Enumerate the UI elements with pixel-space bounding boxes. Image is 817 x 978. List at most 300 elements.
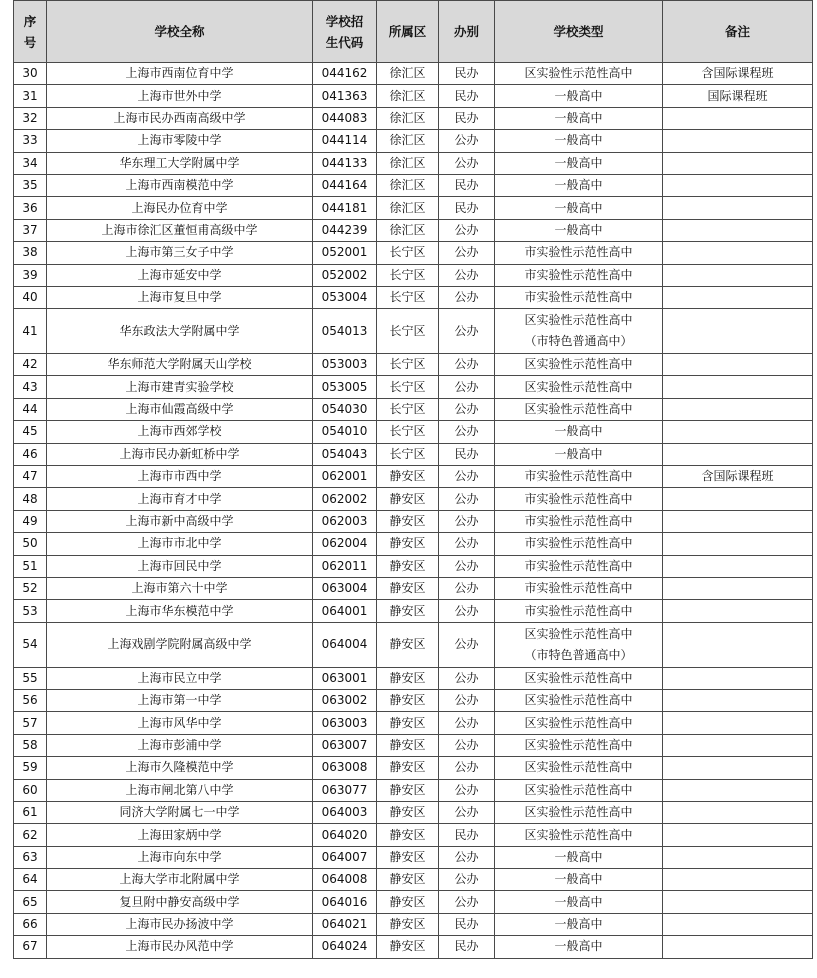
cell-no: 51: [14, 555, 47, 577]
header-name: 学校全称: [47, 1, 313, 63]
cell-kind: [495, 555, 663, 577]
cell-name: 上海市民办扬波中学: [47, 913, 313, 935]
cell-kind-line: 一般高中: [554, 872, 603, 887]
cell-kind: [495, 712, 663, 734]
cell-kind-line: 区实验性示范性高中: [524, 760, 633, 775]
document-page: [13, 0, 812, 959]
cell-kind-line: 区实验性示范性高中: [524, 737, 633, 752]
cell-district: 徐汇区: [377, 63, 439, 85]
cell-code: 062011: [313, 555, 377, 577]
cell-kind-line: 区实验性示范性高中: [524, 402, 633, 417]
cell-ownership: 公办: [439, 667, 495, 689]
cell-no: 43: [14, 376, 47, 398]
cell-no: 47: [14, 466, 47, 488]
cell-note: [663, 801, 813, 823]
cell-district: 徐汇区: [377, 197, 439, 219]
cell-district: 长宁区: [377, 398, 439, 420]
cell-no: 58: [14, 734, 47, 756]
cell-kind: [495, 174, 663, 196]
cell-no: 50: [14, 533, 47, 555]
cell-kind-line: 市实验性示范性高中: [524, 603, 633, 618]
cell-code: 064024: [313, 936, 377, 958]
cell-code: 062003: [313, 510, 377, 532]
cell-kind-line: 市实验性示范性高中: [524, 491, 633, 506]
cell-name: 上海市彭浦中学: [47, 734, 313, 756]
cell-code: 064004: [313, 622, 377, 667]
cell-no: 49: [14, 510, 47, 532]
cell-district: 静安区: [377, 869, 439, 891]
cell-note: [663, 286, 813, 308]
cell-note: [663, 488, 813, 510]
cell-kind-line: 区实验性示范性高中: [524, 626, 633, 641]
cell-name: 上海市民办风范中学: [47, 936, 313, 958]
table-row: [14, 85, 813, 107]
cell-note: 含国际课程班: [663, 63, 813, 85]
table-row: [14, 555, 813, 577]
table-row: [14, 801, 813, 823]
cell-district: 静安区: [377, 488, 439, 510]
table-row: [14, 174, 813, 196]
table-row: [14, 667, 813, 689]
cell-name: 上海市第三女子中学: [47, 242, 313, 264]
header-note: 备注: [663, 1, 813, 63]
cell-code: 063003: [313, 712, 377, 734]
cell-ownership: 民办: [439, 824, 495, 846]
cell-kind: [495, 398, 663, 420]
table-row: [14, 152, 813, 174]
cell-code: 062002: [313, 488, 377, 510]
cell-no: 45: [14, 421, 47, 443]
cell-note: [663, 936, 813, 958]
cell-note: [663, 757, 813, 779]
table-row: [14, 354, 813, 376]
cell-note: [663, 622, 813, 667]
cell-kind-line: 区实验性示范性高中: [524, 670, 633, 685]
cell-name: 上海市民立中学: [47, 667, 313, 689]
cell-ownership: 民办: [439, 85, 495, 107]
cell-district: 静安区: [377, 622, 439, 667]
cell-note: [663, 197, 813, 219]
cell-name: 上海市徐汇区董恒甫高级中学: [47, 219, 313, 241]
cell-kind: [495, 824, 663, 846]
cell-kind-line: 区实验性示范性高中: [524, 805, 633, 820]
cell-name: 华东政法大学附属中学: [47, 309, 313, 354]
cell-district: 静安区: [377, 510, 439, 532]
cell-note: [663, 533, 813, 555]
cell-kind: [495, 689, 663, 711]
table-row: [14, 219, 813, 241]
cell-kind: [495, 510, 663, 532]
cell-code: 064001: [313, 600, 377, 622]
cell-ownership: 公办: [439, 622, 495, 667]
cell-note: [663, 779, 813, 801]
cell-code: 053004: [313, 286, 377, 308]
cell-kind: [495, 801, 663, 823]
cell-kind: [495, 734, 663, 756]
school-table: [13, 0, 813, 959]
cell-name: 上海民办位育中学: [47, 197, 313, 219]
cell-note: [663, 712, 813, 734]
table-row: [14, 600, 813, 622]
cell-code: 044162: [313, 63, 377, 85]
cell-name: 上海市第六十中学: [47, 578, 313, 600]
cell-ownership: 公办: [439, 578, 495, 600]
cell-code: 041363: [313, 85, 377, 107]
cell-district: 静安区: [377, 578, 439, 600]
cell-code: 064020: [313, 824, 377, 846]
cell-code: 054010: [313, 421, 377, 443]
cell-kind: [495, 376, 663, 398]
cell-ownership: 公办: [439, 488, 495, 510]
cell-kind-line: 区实验性示范性高中: [524, 313, 633, 328]
cell-no: 37: [14, 219, 47, 241]
table-row: [14, 286, 813, 308]
cell-name: 上海市久隆模范中学: [47, 757, 313, 779]
cell-code: 064016: [313, 891, 377, 913]
cell-name: 上海市民办新虹桥中学: [47, 443, 313, 465]
cell-code: 044114: [313, 130, 377, 152]
table-row: [14, 510, 813, 532]
cell-note: [663, 130, 813, 152]
header-ownership: 办别: [439, 1, 495, 63]
cell-code: 064008: [313, 869, 377, 891]
cell-kind: [495, 286, 663, 308]
cell-code: 053003: [313, 354, 377, 376]
cell-ownership: 公办: [439, 869, 495, 891]
cell-name: 上海市西南模范中学: [47, 174, 313, 196]
table-row: [14, 712, 813, 734]
cell-note: [663, 174, 813, 196]
cell-district: 长宁区: [377, 264, 439, 286]
cell-kind-line: 市实验性示范性高中: [524, 536, 633, 551]
table-row: [14, 309, 813, 354]
cell-district: 静安区: [377, 757, 439, 779]
cell-ownership: 公办: [439, 734, 495, 756]
cell-kind: [495, 488, 663, 510]
cell-ownership: 公办: [439, 600, 495, 622]
cell-district: 长宁区: [377, 309, 439, 354]
cell-kind-line: 一般高中: [554, 446, 603, 461]
table-row: [14, 63, 813, 85]
cell-no: 33: [14, 130, 47, 152]
cell-code: 044164: [313, 174, 377, 196]
cell-kind: [495, 219, 663, 241]
cell-kind: [495, 533, 663, 555]
cell-note: [663, 376, 813, 398]
cell-district: 静安区: [377, 712, 439, 734]
cell-kind-line: 一般高中: [554, 917, 603, 932]
cell-district: 静安区: [377, 533, 439, 555]
cell-name: 同济大学附属七一中学: [47, 801, 313, 823]
cell-no: 59: [14, 757, 47, 779]
cell-kind-line: 市实验性示范性高中: [524, 290, 633, 305]
cell-ownership: 民办: [439, 174, 495, 196]
cell-district: 静安区: [377, 689, 439, 711]
cell-code: 054043: [313, 443, 377, 465]
cell-kind: [495, 757, 663, 779]
cell-kind-line: 市实验性示范性高中: [524, 581, 633, 596]
cell-note: [663, 354, 813, 376]
cell-kind-line: 市实验性示范性高中: [524, 514, 633, 529]
cell-ownership: 公办: [439, 376, 495, 398]
cell-name: 上海市闸北第八中学: [47, 779, 313, 801]
cell-kind-line: （市特色普通高中）: [524, 647, 633, 662]
cell-name: 上海市零陵中学: [47, 130, 313, 152]
cell-district: 静安区: [377, 846, 439, 868]
cell-district: 静安区: [377, 555, 439, 577]
cell-ownership: 公办: [439, 533, 495, 555]
cell-ownership: 民办: [439, 107, 495, 129]
cell-kind: [495, 466, 663, 488]
cell-ownership: 公办: [439, 219, 495, 241]
table-header-row: [14, 1, 813, 63]
cell-no: 64: [14, 869, 47, 891]
cell-note: [663, 734, 813, 756]
table-row: [14, 376, 813, 398]
cell-district: 长宁区: [377, 421, 439, 443]
cell-ownership: 公办: [439, 555, 495, 577]
cell-kind: [495, 264, 663, 286]
cell-kind-line: （市特色普通高中）: [524, 334, 633, 349]
table-row: [14, 936, 813, 958]
cell-district: 徐汇区: [377, 85, 439, 107]
table-row: [14, 622, 813, 667]
cell-note: 含国际课程班: [663, 466, 813, 488]
cell-kind-line: 市实验性示范性高中: [524, 558, 633, 573]
cell-no: 40: [14, 286, 47, 308]
cell-kind-line: 一般高中: [554, 88, 603, 103]
cell-name: 上海戏剧学院附属高级中学: [47, 622, 313, 667]
cell-district: 静安区: [377, 801, 439, 823]
cell-no: 63: [14, 846, 47, 868]
cell-kind-line: 一般高中: [554, 424, 603, 439]
cell-no: 61: [14, 801, 47, 823]
cell-note: [663, 309, 813, 354]
cell-name: 上海市复旦中学: [47, 286, 313, 308]
cell-district: 徐汇区: [377, 152, 439, 174]
cell-note: [663, 913, 813, 935]
table-row: [14, 869, 813, 891]
cell-district: 徐汇区: [377, 219, 439, 241]
cell-note: [663, 443, 813, 465]
table-row: [14, 734, 813, 756]
cell-name: 华东师范大学附属天山学校: [47, 354, 313, 376]
table-row: [14, 242, 813, 264]
cell-kind-line: 一般高中: [554, 133, 603, 148]
cell-no: 31: [14, 85, 47, 107]
cell-ownership: 公办: [439, 286, 495, 308]
cell-code: 044239: [313, 219, 377, 241]
cell-no: 36: [14, 197, 47, 219]
cell-kind: [495, 622, 663, 667]
cell-name: 上海市向东中学: [47, 846, 313, 868]
cell-ownership: 公办: [439, 421, 495, 443]
table-row: [14, 107, 813, 129]
cell-code: 063001: [313, 667, 377, 689]
header-district: 所属区: [377, 1, 439, 63]
cell-kind: [495, 107, 663, 129]
cell-note: [663, 578, 813, 600]
cell-kind-line: 区实验性示范性高中: [524, 66, 633, 81]
cell-code: 044181: [313, 197, 377, 219]
cell-code: 063002: [313, 689, 377, 711]
cell-name: 上海市市西中学: [47, 466, 313, 488]
cell-district: 静安区: [377, 600, 439, 622]
cell-ownership: 公办: [439, 891, 495, 913]
cell-ownership: 公办: [439, 309, 495, 354]
cell-ownership: 公办: [439, 779, 495, 801]
cell-name: 上海市风华中学: [47, 712, 313, 734]
cell-code: 054013: [313, 309, 377, 354]
cell-kind-line: 一般高中: [554, 178, 603, 193]
cell-district: 长宁区: [377, 242, 439, 264]
cell-no: 42: [14, 354, 47, 376]
cell-district: 静安区: [377, 824, 439, 846]
cell-no: 46: [14, 443, 47, 465]
cell-code: 063008: [313, 757, 377, 779]
cell-ownership: 公办: [439, 264, 495, 286]
cell-note: [663, 891, 813, 913]
cell-kind-line: 一般高中: [554, 939, 603, 954]
cell-code: 054030: [313, 398, 377, 420]
cell-district: 长宁区: [377, 286, 439, 308]
cell-district: 静安区: [377, 936, 439, 958]
cell-code: 063004: [313, 578, 377, 600]
cell-kind: [495, 600, 663, 622]
cell-name: 上海市建青实验学校: [47, 376, 313, 398]
cell-no: 66: [14, 913, 47, 935]
table-row: [14, 578, 813, 600]
cell-name: 上海大学市北附属中学: [47, 869, 313, 891]
cell-ownership: 公办: [439, 846, 495, 868]
cell-kind: [495, 421, 663, 443]
cell-code: 063077: [313, 779, 377, 801]
cell-kind-line: 区实验性示范性高中: [524, 715, 633, 730]
cell-ownership: 公办: [439, 712, 495, 734]
cell-kind-line: 市实验性示范性高中: [524, 267, 633, 282]
cell-name: 上海市仙霞高级中学: [47, 398, 313, 420]
cell-kind-line: 市实验性示范性高中: [524, 245, 633, 260]
cell-kind: [495, 152, 663, 174]
cell-no: 30: [14, 63, 47, 85]
cell-name: 上海市第一中学: [47, 689, 313, 711]
cell-ownership: 公办: [439, 757, 495, 779]
cell-code: 053005: [313, 376, 377, 398]
cell-no: 44: [14, 398, 47, 420]
cell-no: 48: [14, 488, 47, 510]
cell-district: 静安区: [377, 779, 439, 801]
cell-kind-line: 区实验性示范性高中: [524, 827, 633, 842]
cell-kind-line: 区实验性示范性高中: [524, 693, 633, 708]
cell-kind-line: 一般高中: [554, 155, 603, 170]
cell-name: 华东理工大学附属中学: [47, 152, 313, 174]
cell-ownership: 公办: [439, 689, 495, 711]
cell-district: 静安区: [377, 466, 439, 488]
cell-kind: [495, 63, 663, 85]
cell-note: [663, 824, 813, 846]
cell-kind-line: 一般高中: [554, 200, 603, 215]
cell-kind: [495, 846, 663, 868]
cell-kind: [495, 197, 663, 219]
cell-kind: [495, 913, 663, 935]
cell-code: 062004: [313, 533, 377, 555]
table-row: [14, 443, 813, 465]
cell-code: 044083: [313, 107, 377, 129]
cell-no: 56: [14, 689, 47, 711]
cell-ownership: 公办: [439, 354, 495, 376]
header-kind: 学校类型: [495, 1, 663, 63]
cell-name: 上海市育才中学: [47, 488, 313, 510]
cell-name: 上海市民办西南高级中学: [47, 107, 313, 129]
cell-no: 55: [14, 667, 47, 689]
cell-kind: [495, 130, 663, 152]
table-row: [14, 398, 813, 420]
cell-no: 67: [14, 936, 47, 958]
table-row: [14, 421, 813, 443]
cell-code: 064021: [313, 913, 377, 935]
cell-note: 国际课程班: [663, 85, 813, 107]
cell-no: 32: [14, 107, 47, 129]
cell-name: 上海市西南位育中学: [47, 63, 313, 85]
cell-no: 41: [14, 309, 47, 354]
cell-kind: [495, 891, 663, 913]
cell-code: 062001: [313, 466, 377, 488]
cell-kind: [495, 85, 663, 107]
cell-kind-line: 市实验性示范性高中: [524, 469, 633, 484]
cell-ownership: 民办: [439, 443, 495, 465]
cell-name: 上海市世外中学: [47, 85, 313, 107]
cell-name: 上海市华东模范中学: [47, 600, 313, 622]
cell-district: 长宁区: [377, 354, 439, 376]
cell-ownership: 公办: [439, 242, 495, 264]
cell-district: 长宁区: [377, 443, 439, 465]
cell-name: 上海市新中高级中学: [47, 510, 313, 532]
cell-note: [663, 667, 813, 689]
cell-district: 徐汇区: [377, 174, 439, 196]
cell-no: 57: [14, 712, 47, 734]
cell-ownership: 民办: [439, 197, 495, 219]
cell-no: 53: [14, 600, 47, 622]
cell-kind: [495, 578, 663, 600]
header-code: [313, 1, 377, 63]
cell-kind: [495, 667, 663, 689]
cell-kind-line: 区实验性示范性高中: [524, 379, 633, 394]
cell-ownership: 民办: [439, 913, 495, 935]
cell-note: [663, 264, 813, 286]
cell-kind-line: 一般高中: [554, 222, 603, 237]
table-row: [14, 533, 813, 555]
cell-district: 长宁区: [377, 376, 439, 398]
cell-kind-line: 一般高中: [554, 849, 603, 864]
cell-name: 复旦附中静安高级中学: [47, 891, 313, 913]
cell-note: [663, 846, 813, 868]
cell-note: [663, 869, 813, 891]
cell-code: 063007: [313, 734, 377, 756]
cell-no: 38: [14, 242, 47, 264]
header-code-line-2: 生代码: [325, 34, 364, 50]
cell-kind: [495, 354, 663, 376]
cell-ownership: 公办: [439, 510, 495, 532]
cell-note: [663, 107, 813, 129]
table-row: [14, 197, 813, 219]
cell-note: [663, 555, 813, 577]
header-no-line-2: 号: [23, 34, 37, 50]
cell-name: 上海市延安中学: [47, 264, 313, 286]
table-row: [14, 846, 813, 868]
table-row: [14, 689, 813, 711]
table-row: [14, 757, 813, 779]
cell-kind: [495, 936, 663, 958]
